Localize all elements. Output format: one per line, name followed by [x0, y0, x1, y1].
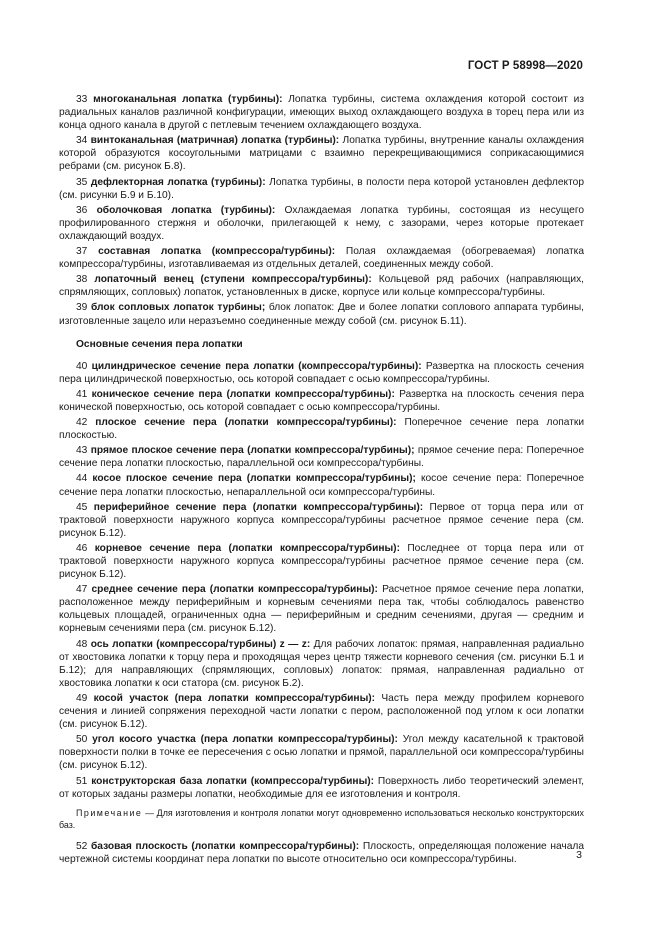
- term-name: плоское сечение пера (лопатки компрессора/турбины):: [95, 417, 397, 429]
- term-number: 33: [76, 94, 88, 105]
- term-definition: Для рабочих лопаток: прямая, направленная радиально от хвостовика лопатки к торцу пера и проходящая через центр тяжести корневого сечения (см. рисунки Б.1 и Б.12); для направляющих (спрямляющих, сопловых) лопаток: прямая, направленная радиально от хвостовика лопатки к оси статора (см. рисунок Б.2).: [59, 638, 584, 689]
- term-entry: [59, 501, 584, 540]
- note-label: Примечание: [76, 807, 143, 818]
- term-number: 39: [76, 302, 88, 314]
- term-name: косое плоское сечение пера (лопатки компрессора/турбины);: [92, 473, 416, 485]
- term-entry: [59, 301, 584, 327]
- term-name: блок сопловых лопаток турбины;: [91, 302, 266, 314]
- term-entry: [59, 388, 584, 414]
- term-number: 43: [76, 445, 88, 457]
- term-name: составная лопатка (компрессора/турбины):: [98, 246, 336, 258]
- term-number: 50: [76, 734, 88, 746]
- term-number: 38: [76, 274, 88, 286]
- page-content: [59, 93, 584, 868]
- page-number: 3: [576, 849, 582, 861]
- term-name: корневое сечение пера (лопатки компрессора/турбины):: [94, 542, 400, 554]
- term-name: прямое плоское сечение пера (лопатки компрессора/турбины);: [90, 445, 415, 457]
- term-entry: [59, 542, 584, 581]
- term-definition: прямое сечение пера: Поперечное сечение пера лопатки плоскостью, параллельной оси компрессора/турбины.: [59, 445, 584, 470]
- term-entry: [59, 583, 584, 635]
- term-entry: [59, 638, 584, 690]
- term-number: 40: [76, 360, 88, 372]
- term-definition: Развертка на плоскость сечения пера конической поверхностью, ось которой совпадает с осью компрессора/турбины.: [59, 388, 584, 413]
- document-code: ГОСТ Р 58998—2020: [467, 60, 583, 72]
- term-name: дефлекторная лопатка (турбины):: [90, 176, 266, 188]
- term-number: 45: [76, 501, 88, 513]
- term-number: 49: [76, 692, 88, 704]
- term-name: периферийное сечение пера (лопатки компрессора/турбины):: [93, 501, 424, 513]
- term-entry: [59, 93, 584, 132]
- term-number: 34: [76, 135, 88, 147]
- term-number: 52: [76, 840, 88, 852]
- term-name: угол косого участка (пера лопатки компрессора/турбины):: [92, 734, 398, 746]
- term-number: 48: [76, 638, 88, 650]
- term-entry: [59, 360, 584, 386]
- term-entry: [59, 472, 584, 498]
- term-entry: [59, 176, 584, 202]
- term-definition: Полая охлаждаемая (обогреваемая) лопатка компрессора/турбины, изготавливаемая из отдельных деталей, соединенных между собой.: [59, 246, 584, 271]
- term-entry: [59, 775, 584, 801]
- term-name: косой участок (пера лопатки компрессора/турбины):: [93, 692, 376, 704]
- term-name: оболочковая лопатка (турбины):: [96, 204, 276, 216]
- term-definition: Кольцевой ряд рабочих (направляющих, спрямляющих, сопловых) лопаток, установленных в диске, корпусе или кольце компрессора/турбины.: [59, 274, 584, 299]
- term-definition: Первое от торца пера или от трактовой поверхности наружного корпуса компрессора/турбины расчетное прямое сечение пера (см. рисунок Б.12).: [59, 501, 584, 539]
- term-name: базовая плоскость (лопатки компрессора/турбины):: [91, 840, 360, 852]
- term-definition: Охлаждаемая лопатка турбины, состоящая из несущего профилированного стержня и оболочки, прилегающей к нему, с зазорами, через которые протекает охлаждающий воздух.: [59, 204, 584, 242]
- term-definition: Поперечное сечение пера лопатки плоскостью.: [59, 417, 585, 442]
- term-entry: [59, 273, 584, 299]
- term-entry: [59, 416, 584, 442]
- term-name: винтоканальная (матричная) лопатка (турбины):: [90, 135, 340, 147]
- term-name: ось лопатки (компрессора/турбины) z — z:: [90, 638, 311, 650]
- term-definition: Последнее от торца пера или от трактовой поверхности наружного корпуса компрессора/турбины расчетное прямое сечение пера (см. рисунок Б.12).: [59, 542, 584, 581]
- section-heading: Основные сечения пера лопатки: [76, 338, 243, 350]
- terms-list-sections: [59, 360, 584, 801]
- term-definition: Лопатка турбины, в полости пера которой установлен дефлектор (см. рисунки Б.9 и Б.10).: [59, 176, 584, 201]
- term-name: конструкторская база лопатки (компрессора/турбины):: [91, 775, 375, 787]
- note: [59, 807, 584, 831]
- term-definition: Развертка на плоскость сечения пера цилиндрической поверхностью, ось которой совпадает с осью компрессора/турбины.: [59, 360, 584, 385]
- term-entry: [59, 733, 584, 772]
- term-entry: [59, 245, 584, 271]
- term-number: 37: [76, 246, 88, 258]
- term-definition: Расчетное прямое сечение пера лопатки, расположенное между периферийным и корневым сечениями пера так, чтобы соблюдалось равенство кольцевых площадей, ограниченных одна — периферийным и средним сечениями, другая — средним и корневым сечениями пера (см. рисунок Б.12).: [59, 584, 585, 635]
- term-name: многоканальная лопатка (турбины):: [93, 94, 283, 105]
- terms-list-base: [59, 840, 584, 866]
- term-number: 36: [76, 204, 88, 216]
- term-definition: Плоскость, определяющая положение начала чертежной системы координат пера лопатки по высоте относительно оси компрессора/турбины.: [59, 840, 584, 865]
- term-name: лопаточный венец (ступени компрессора/турбины):: [94, 274, 372, 286]
- term-definition: косое сечение пера: Поперечное сечение пера лопатки плоскостью, непараллельной оси компрессора/турбины.: [59, 473, 585, 498]
- term-definition: Лопатка турбины, внутренние каналы охлаждения которой образуются косоугольными матрицами с взаимно перекрещивающимися соприкасающимися ребрами (см. рисунок Б.8).: [59, 135, 584, 173]
- term-number: 51: [76, 775, 88, 787]
- term-definition: Часть пера между профилем корневого сечения и линией сопряжения переходной части лопатки с пером, расположенной под углом к оси лопатки (см. рисунок Б.12).: [59, 692, 584, 731]
- term-name: коническое сечение пера (лопатки компрессора/турбины):: [91, 388, 395, 400]
- note-text: — Для изготовления и контроля лопатки могут одновременно использоваться несколько конструкторских баз.: [59, 807, 584, 830]
- term-number: 41: [76, 388, 88, 400]
- term-definition: блок лопаток: Две и более лопатки соплового аппарата турбины, изготовленные зацело или неразъемно соединенные между собой (см. рисунок Б.11).: [59, 302, 584, 327]
- term-definition: Угол между касательной к трактовой поверхности полки в точке ее пересечения с осью лопатки и прямой, параллельной оси компрессора/турбины (см. рисунок Б.12).: [59, 734, 584, 772]
- term-name: цилиндрическое сечение пера лопатки (компрессора/турбины):: [91, 360, 422, 372]
- term-entry: [59, 444, 584, 470]
- term-number: 44: [76, 473, 88, 485]
- term-number: 42: [76, 417, 88, 429]
- term-number: 46: [76, 542, 88, 554]
- term-definition: Лопатка турбины, система охлаждения которой состоит из радиальных каналов различной конфигурации, имеющих выход охлаждающего воздуха в торец пера или из конца одного канала в другой с петлевым течением охлаждающего воздуха.: [59, 94, 584, 132]
- terms-list-general: [59, 93, 584, 328]
- term-name: среднее сечение пера (лопатки компрессора/турбины):: [91, 584, 378, 596]
- term-entry: [59, 134, 584, 173]
- term-entry: [59, 692, 584, 731]
- term-entry: [59, 204, 584, 243]
- term-number: 47: [76, 584, 88, 596]
- term-number: 35: [76, 176, 88, 188]
- term-entry: [59, 840, 584, 866]
- term-definition: Поверхность либо теоретический элемент, от которых заданы размеры лопатки, необходимые для ее изготовления и контроля.: [59, 775, 584, 800]
